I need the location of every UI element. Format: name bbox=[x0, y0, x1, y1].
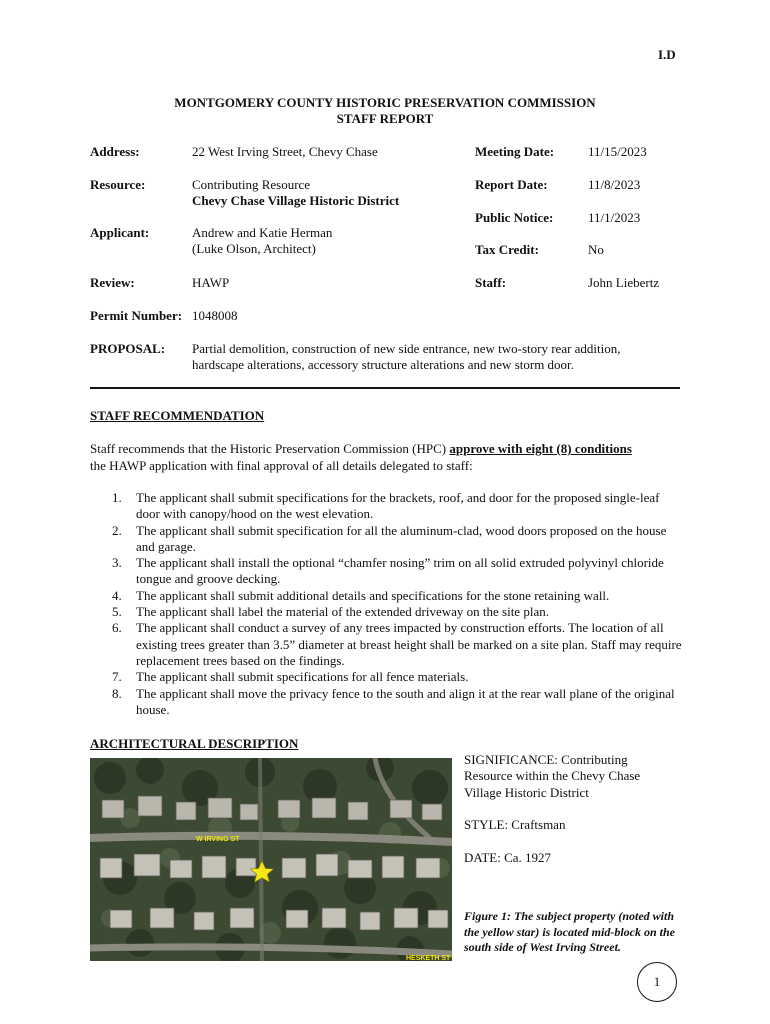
public-notice-value: 11/1/2023 bbox=[588, 210, 641, 225]
tax-credit-value: No bbox=[588, 242, 604, 257]
condition-item bbox=[90, 523, 684, 556]
report-date-label: Report Date: bbox=[475, 177, 548, 192]
condition-text: The applicant shall submit specifications for all fence materials. bbox=[136, 669, 469, 685]
staff-recommendation-heading: STAFF RECOMMENDATION bbox=[90, 408, 265, 423]
report-date-value: 11/8/2023 bbox=[588, 177, 641, 192]
commission-title: MONTGOMERY COUNTY HISTORIC PRESERVATION COMMISSION bbox=[174, 95, 596, 110]
condition-number: 4. bbox=[112, 587, 122, 603]
condition-text: The applicant shall submit specification for all the aluminum-clad, wood doors proposed on the house and garage. bbox=[136, 522, 667, 554]
condition-number: 6. bbox=[112, 620, 122, 636]
condition-number: 3. bbox=[112, 555, 122, 571]
figure-caption: Figure 1: The subject property (noted with the yellow star) is located mid-block on the south side of West Irving Street. bbox=[464, 909, 675, 954]
condition-text: The applicant shall submit additional details and specifications for the stone retaining wall. bbox=[136, 587, 610, 603]
condition-number: 5. bbox=[112, 604, 122, 620]
condition-item bbox=[90, 555, 684, 588]
intro-continuation: the HAWP application with final approval of all details delegated to staff: bbox=[90, 457, 473, 473]
condition-item bbox=[90, 490, 684, 523]
section-divider bbox=[90, 387, 680, 389]
historic-district: Chevy Chase Village Historic District bbox=[192, 193, 400, 208]
applicant-label: Applicant: bbox=[90, 225, 150, 240]
condition-text: The applicant shall submit specifications for the brackets, roof, and door for the proposed single-leaf door with canopy/hood on the west elevation. bbox=[136, 490, 660, 522]
review-value: HAWP bbox=[192, 275, 230, 290]
page-number: 1 bbox=[637, 962, 677, 1002]
intro-emphasis: approve with eight (8) conditions bbox=[449, 441, 632, 456]
conditions-list bbox=[90, 490, 684, 718]
architect-value: (Luke Olson, Architect) bbox=[192, 241, 316, 256]
resource-label: Resource: bbox=[90, 177, 146, 192]
staff-value: John Liebertz bbox=[588, 275, 660, 290]
applicant-value: Andrew and Katie Herman bbox=[192, 225, 333, 240]
meeting-date-label: Meeting Date: bbox=[475, 144, 555, 159]
condition-text: The applicant shall conduct a survey of any trees impacted by construction efforts. The location of all existing trees greater than 3.5” diameter at breast height shall be marked on a site plan. Staff may require replacement trees based on the findings. bbox=[136, 620, 682, 668]
architectural-description-heading: ARCHITECTURAL DESCRIPTION bbox=[90, 736, 299, 751]
report-header bbox=[0, 95, 770, 127]
condition-text: The applicant shall label the material of the extended driveway on the site plan. bbox=[136, 604, 549, 620]
condition-item bbox=[90, 604, 684, 620]
proposal-line-1: Partial demolition, construction of new side entrance, new two-story rear addition, bbox=[192, 341, 621, 356]
intro-text: Staff recommends that the Historic Preservation Commission (HPC) bbox=[90, 441, 450, 456]
aerial-map-image bbox=[90, 758, 452, 961]
address-value: 22 West Irving Street, Chevy Chase bbox=[192, 144, 378, 159]
permit-value: 1048008 bbox=[192, 308, 238, 323]
condition-number: 2. bbox=[112, 522, 122, 538]
page-id: I.D bbox=[658, 47, 676, 62]
condition-number: 7. bbox=[112, 669, 122, 685]
public-notice-label: Public Notice: bbox=[475, 210, 554, 225]
proposal-label: PROPOSAL: bbox=[90, 341, 166, 356]
condition-item bbox=[90, 588, 684, 604]
condition-number: 8. bbox=[112, 685, 122, 701]
tax-credit-label: Tax Credit: bbox=[475, 242, 539, 257]
resource-value: Contributing Resource bbox=[192, 177, 311, 192]
condition-item bbox=[90, 620, 684, 669]
condition-item bbox=[90, 686, 684, 719]
report-title: STAFF REPORT bbox=[336, 111, 434, 126]
review-label: Review: bbox=[90, 275, 135, 290]
staff-label: Staff: bbox=[475, 275, 507, 290]
date-text: DATE: Ca. 1927 bbox=[464, 850, 552, 865]
condition-text: The applicant shall move the privacy fence to the south and align it at the rear wall plane of the original house. bbox=[136, 685, 675, 717]
permit-label: Permit Number: bbox=[90, 308, 183, 323]
map-street-label-irving: W IRVING ST bbox=[196, 836, 240, 843]
condition-number: 1. bbox=[112, 490, 122, 505]
map-street-label-hesketh: HESKETH ST bbox=[406, 955, 451, 961]
meeting-date-value: 11/15/2023 bbox=[588, 144, 647, 159]
recommendation-intro bbox=[90, 441, 680, 474]
significance-text: SIGNIFICANCE: Contributing Resource within the Chevy Chase Village Historic District bbox=[464, 752, 641, 800]
condition-item bbox=[90, 669, 684, 685]
condition-text: The applicant shall install the optional “chamfer nosing” trim on all solid extruded polyvinyl chloride tongue and groove decking. bbox=[136, 555, 664, 587]
style-text: STYLE: Craftsman bbox=[464, 817, 566, 832]
proposal-line-2: hardscape alterations, accessory structure alterations and new storm door. bbox=[192, 357, 574, 372]
address-label: Address: bbox=[90, 144, 140, 159]
